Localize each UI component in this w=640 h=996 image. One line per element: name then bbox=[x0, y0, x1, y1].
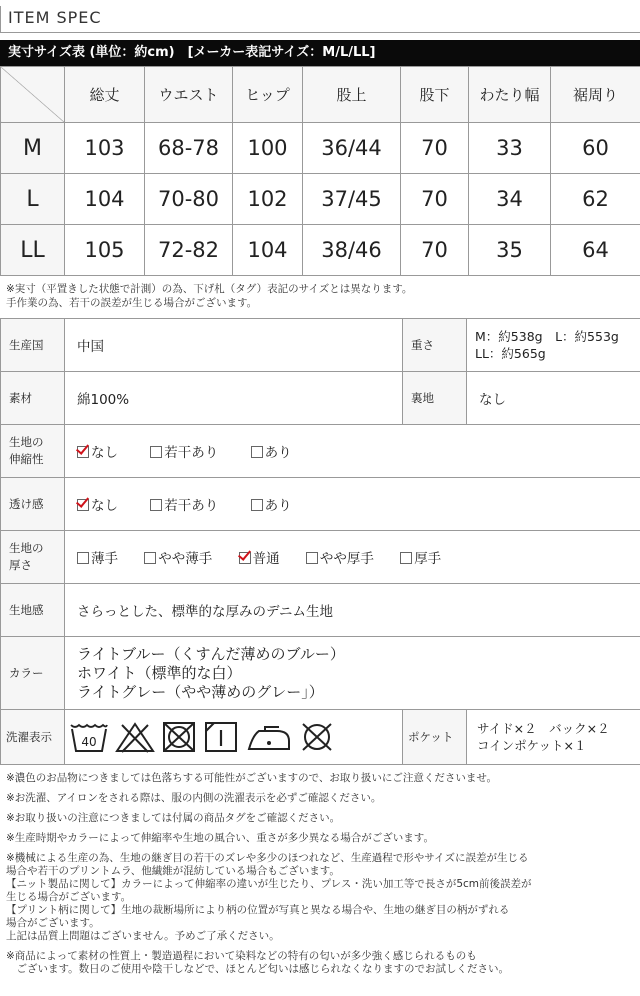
spec-row-sheer bbox=[1, 478, 640, 531]
texture-value: さらっとした、標準的な厚みのデニム生地 bbox=[65, 584, 640, 637]
checkbox-label: 薄手 bbox=[91, 551, 118, 567]
table-cell: 104 bbox=[233, 225, 303, 276]
corner-cell bbox=[1, 67, 65, 123]
checkbox-option bbox=[239, 547, 280, 567]
spec-row-wash bbox=[1, 710, 640, 765]
checkbox-label: 若干あり bbox=[164, 498, 219, 514]
color-item: ホワイト（標準的な白） bbox=[77, 663, 242, 682]
lining-label: 裏地 bbox=[403, 372, 467, 425]
lining-value: なし bbox=[467, 372, 640, 425]
wash-temp-text: 40 bbox=[81, 735, 97, 749]
checkbox-icon bbox=[150, 499, 162, 511]
size-note-line: 手作業の為、若干の誤差が生じる場合がございます。 bbox=[6, 297, 258, 309]
checkbox-icon bbox=[251, 446, 263, 458]
table-cell: 34 bbox=[469, 174, 551, 225]
note-line: ※お取り扱いの注意につきましては付属の商品タグをご確認ください。 bbox=[6, 812, 341, 824]
title-bar bbox=[0, 0, 640, 36]
checkbox-icon bbox=[77, 552, 89, 564]
sheer-options bbox=[65, 478, 640, 531]
title-underline bbox=[0, 32, 640, 33]
note-line: ※お洗濯、アイロンをされる際は、服の内側の洗濯表示を必ずご確認ください。 bbox=[6, 792, 382, 804]
col-header: ヒップ bbox=[233, 67, 303, 123]
origin-value: 中国 bbox=[65, 319, 403, 372]
thickness-options bbox=[65, 531, 640, 584]
color-item: ライトブルー（くすんだ薄めのブルー） bbox=[77, 644, 345, 663]
checkbox-option bbox=[77, 547, 118, 567]
table-cell: 70-80 bbox=[145, 174, 233, 225]
table-cell: 37/45 bbox=[303, 174, 401, 225]
size-table-head-row bbox=[1, 67, 640, 123]
checkbox-label: あり bbox=[264, 445, 292, 461]
table-cell: 70 bbox=[401, 174, 469, 225]
material-label: 素材 bbox=[1, 372, 65, 425]
color-label: カラー bbox=[1, 637, 65, 710]
table-row bbox=[1, 174, 640, 225]
no-tumble-dry-icon bbox=[161, 721, 197, 753]
col-header: ウエスト bbox=[145, 67, 233, 123]
table-cell: 64 bbox=[551, 225, 640, 276]
table-row bbox=[1, 225, 640, 276]
note-paragraph bbox=[6, 792, 636, 805]
checkbox-option bbox=[144, 547, 212, 567]
size-table-header: 実寸サイズ表 (単位：約cm) [メーカー表記サイズ：M/L/LL] bbox=[0, 40, 640, 66]
weight-label: 重さ bbox=[403, 319, 467, 372]
table-cell: 60 bbox=[551, 123, 640, 174]
spec-table bbox=[0, 318, 640, 765]
note-line: ※生産時期やカラーによって伸縮率や生地の風合い、重さが多少異なる場合がございます。 bbox=[6, 832, 434, 844]
note-line: 場合がございます。 bbox=[6, 917, 100, 929]
checkbox-option bbox=[150, 494, 218, 514]
thickness-label bbox=[1, 531, 65, 584]
size-label: LL bbox=[1, 225, 65, 276]
table-cell: 33 bbox=[469, 123, 551, 174]
checkbox-icon bbox=[144, 552, 156, 564]
checkbox-option bbox=[77, 494, 118, 514]
notes-section bbox=[6, 772, 636, 983]
size-table-note bbox=[6, 282, 412, 310]
col-header: 股上 bbox=[303, 67, 401, 123]
note-line: ※濃色のお品物につきましては色落ちする可能性がございますので、お取り扱いにご注意くださいませ。 bbox=[6, 772, 498, 784]
pocket-label: ポケット bbox=[403, 710, 467, 765]
stretch-options bbox=[65, 425, 640, 478]
thickness-label-line: 生地の bbox=[9, 541, 44, 555]
checkbox-icon bbox=[77, 446, 89, 458]
table-cell: 70 bbox=[401, 123, 469, 174]
texture-label: 生地感 bbox=[1, 584, 65, 637]
checkbox-label: やや厚手 bbox=[319, 551, 374, 567]
note-paragraph bbox=[6, 950, 636, 976]
title-accent-line bbox=[0, 6, 1, 32]
weight-line: M：約538g L：約553g bbox=[475, 329, 619, 344]
checkbox-option bbox=[77, 441, 118, 461]
checkbox-option bbox=[251, 441, 292, 461]
note-paragraph bbox=[6, 832, 636, 845]
note-line: 【プリント柄に関して】生地の裁断場所により柄の位置が写真と異なる場合や、生地の継ぎ目の柄がずれる bbox=[6, 904, 510, 916]
wash-symbols bbox=[65, 710, 403, 765]
checkbox-option bbox=[251, 494, 292, 514]
size-note-line: ※実寸（平置きした状態で計測）の為、下げ札（タグ）表記のサイズとは異なります。 bbox=[6, 283, 413, 295]
checkbox-label: 若干あり bbox=[164, 445, 219, 461]
spec-row-thickness bbox=[1, 531, 640, 584]
table-cell: 62 bbox=[551, 174, 640, 225]
col-header: 股下 bbox=[401, 67, 469, 123]
checkbox-label: 厚手 bbox=[414, 551, 442, 567]
checkbox-option bbox=[306, 547, 374, 567]
checkbox-option bbox=[150, 441, 218, 461]
no-bleach-icon bbox=[115, 721, 155, 753]
table-cell: 105 bbox=[65, 225, 145, 276]
checkbox-label: なし bbox=[91, 445, 118, 461]
table-cell: 68-78 bbox=[145, 123, 233, 174]
spec-row-color bbox=[1, 637, 640, 710]
weight-value bbox=[467, 319, 640, 372]
note-paragraph bbox=[6, 772, 636, 785]
checkbox-label: あり bbox=[264, 498, 292, 514]
table-cell: 103 bbox=[65, 123, 145, 174]
checkbox-label: やや薄手 bbox=[158, 551, 213, 567]
table-cell: 38/46 bbox=[303, 225, 401, 276]
table-cell: 104 bbox=[65, 174, 145, 225]
wash-40-icon bbox=[69, 721, 109, 753]
spec-row-origin bbox=[1, 319, 640, 372]
table-cell: 35 bbox=[469, 225, 551, 276]
note-line: 【ニット製品に関して】カラーによって伸縮率の違いが生じたり、プレス・洗い加工等で長さが5cm前後誤差が bbox=[6, 878, 532, 890]
checkbox-icon bbox=[239, 552, 251, 564]
size-table bbox=[0, 66, 640, 276]
note-paragraph bbox=[6, 852, 636, 943]
sheer-label: 透け感 bbox=[1, 478, 65, 531]
table-cell: 102 bbox=[233, 174, 303, 225]
checkbox-icon bbox=[77, 499, 89, 511]
spec-row-stretch bbox=[1, 425, 640, 478]
checkbox-icon bbox=[306, 552, 318, 564]
origin-label: 生産国 bbox=[1, 319, 65, 372]
checkbox-option bbox=[400, 547, 441, 567]
note-paragraph bbox=[6, 812, 636, 825]
col-header: 総丈 bbox=[65, 67, 145, 123]
table-row bbox=[1, 123, 640, 174]
size-label: L bbox=[1, 174, 65, 225]
stretch-label-line: 生地の bbox=[9, 435, 44, 449]
col-header: わたり幅 bbox=[469, 67, 551, 123]
spec-row-texture bbox=[1, 584, 640, 637]
checkbox-icon bbox=[251, 499, 263, 511]
material-value: 綿100% bbox=[65, 372, 403, 425]
weight-line: LL：約565g bbox=[475, 346, 546, 361]
stretch-label bbox=[1, 425, 65, 478]
note-line: ※商品によって素材の性質上・製造過程において染料などの特有の匂いが多少強く感じられるものも bbox=[6, 950, 477, 962]
note-line: ございます。数日のご使用や陰干しなどで、ほとんど匂いは感じられなくなりますのでお試しください。 bbox=[6, 963, 509, 975]
table-cell: 72-82 bbox=[145, 225, 233, 276]
no-dry-clean-icon bbox=[299, 721, 335, 753]
note-line: 生じる場合がございます。 bbox=[6, 891, 132, 903]
note-line: 場合や若干のプリントムラ、他繊維が混紡している場合もございます。 bbox=[6, 865, 340, 877]
pocket-value bbox=[467, 710, 640, 765]
iron-low-icon bbox=[245, 721, 293, 753]
table-cell: 36/44 bbox=[303, 123, 401, 174]
pocket-line: サイド×２ バック×２ bbox=[477, 721, 610, 736]
spec-row-material bbox=[1, 372, 640, 425]
color-item: ライトグレー（やや薄めのグレー」） bbox=[77, 682, 324, 701]
thickness-label-line: 厚さ bbox=[9, 558, 32, 572]
checkbox-label: なし bbox=[91, 498, 118, 514]
note-line: 上記は品質上問題はございません。予めご了承ください。 bbox=[6, 930, 280, 942]
size-label: M bbox=[1, 123, 65, 174]
stretch-label-line: 伸縮性 bbox=[9, 452, 44, 466]
color-values bbox=[65, 637, 640, 710]
wash-label: 洗濯表示 bbox=[1, 710, 65, 765]
col-header: 裾周り bbox=[551, 67, 640, 123]
page-title: ITEM SPEC bbox=[8, 8, 102, 27]
line-dry-shade-icon bbox=[203, 721, 239, 753]
note-line: ※機械による生産の為、生地の継ぎ目の若干のズレや多少のほつれなど、生産過程で形やサイズに誤差が生じる bbox=[6, 852, 529, 864]
checkbox-icon bbox=[150, 446, 162, 458]
table-cell: 100 bbox=[233, 123, 303, 174]
table-cell: 70 bbox=[401, 225, 469, 276]
checkbox-icon bbox=[400, 552, 412, 564]
pocket-line: コインポケット×１ bbox=[477, 738, 587, 753]
checkbox-label: 普通 bbox=[252, 551, 280, 567]
